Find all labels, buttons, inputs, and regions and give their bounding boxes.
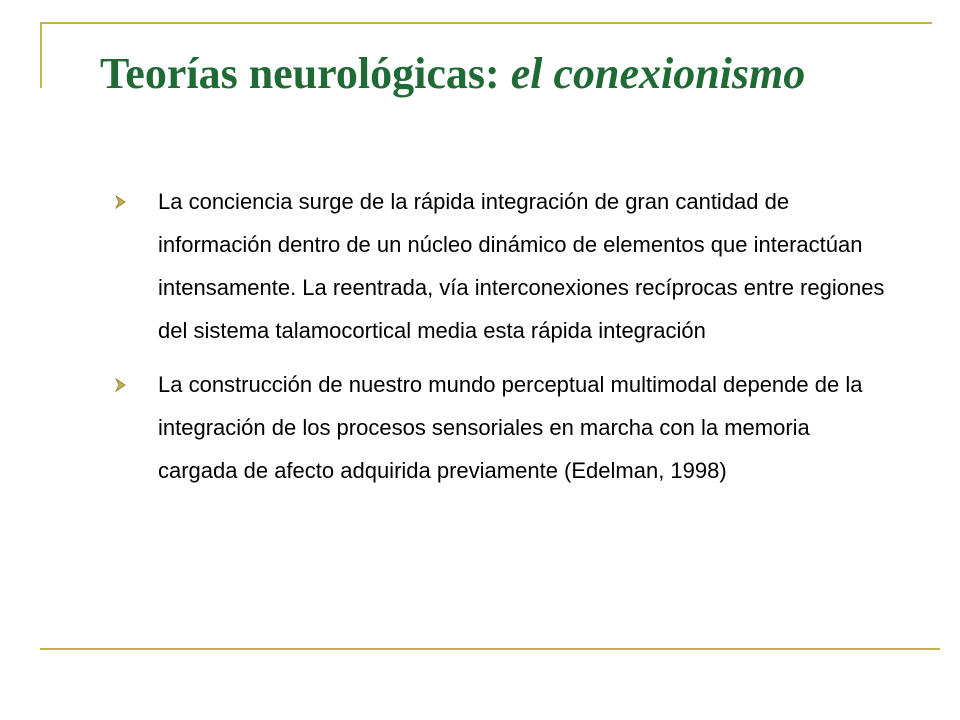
bullet-item — [115, 363, 895, 492]
bullet-item — [115, 180, 895, 352]
arrow-bullet-icon — [115, 195, 127, 209]
slide-title-italic: el conexionismo — [510, 49, 806, 98]
top-accent-line — [40, 22, 932, 24]
left-accent-line — [40, 22, 42, 88]
slide-title-main: Teorías neurológicas: — [100, 49, 511, 98]
bullet-text: La construcción de nuestro mundo perceptual multimodal depende de la integración de los procesos sensoriales en marcha con la memoria cargada de afecto adquirida previamente (Edelman, 1998) — [158, 372, 863, 483]
bullet-text: La conciencia surge de la rápida integración de gran cantidad de información dentro de un núcleo dinámico de elementos que interactúan intensamente. La reentrada, vía interconexiones recíprocas entre regiones del sistema talamocortical media esta rápida integración — [158, 189, 885, 343]
bullet-list — [115, 180, 895, 503]
arrow-bullet-icon — [115, 378, 127, 392]
bottom-accent-line — [40, 648, 940, 650]
slide-title — [100, 44, 805, 104]
